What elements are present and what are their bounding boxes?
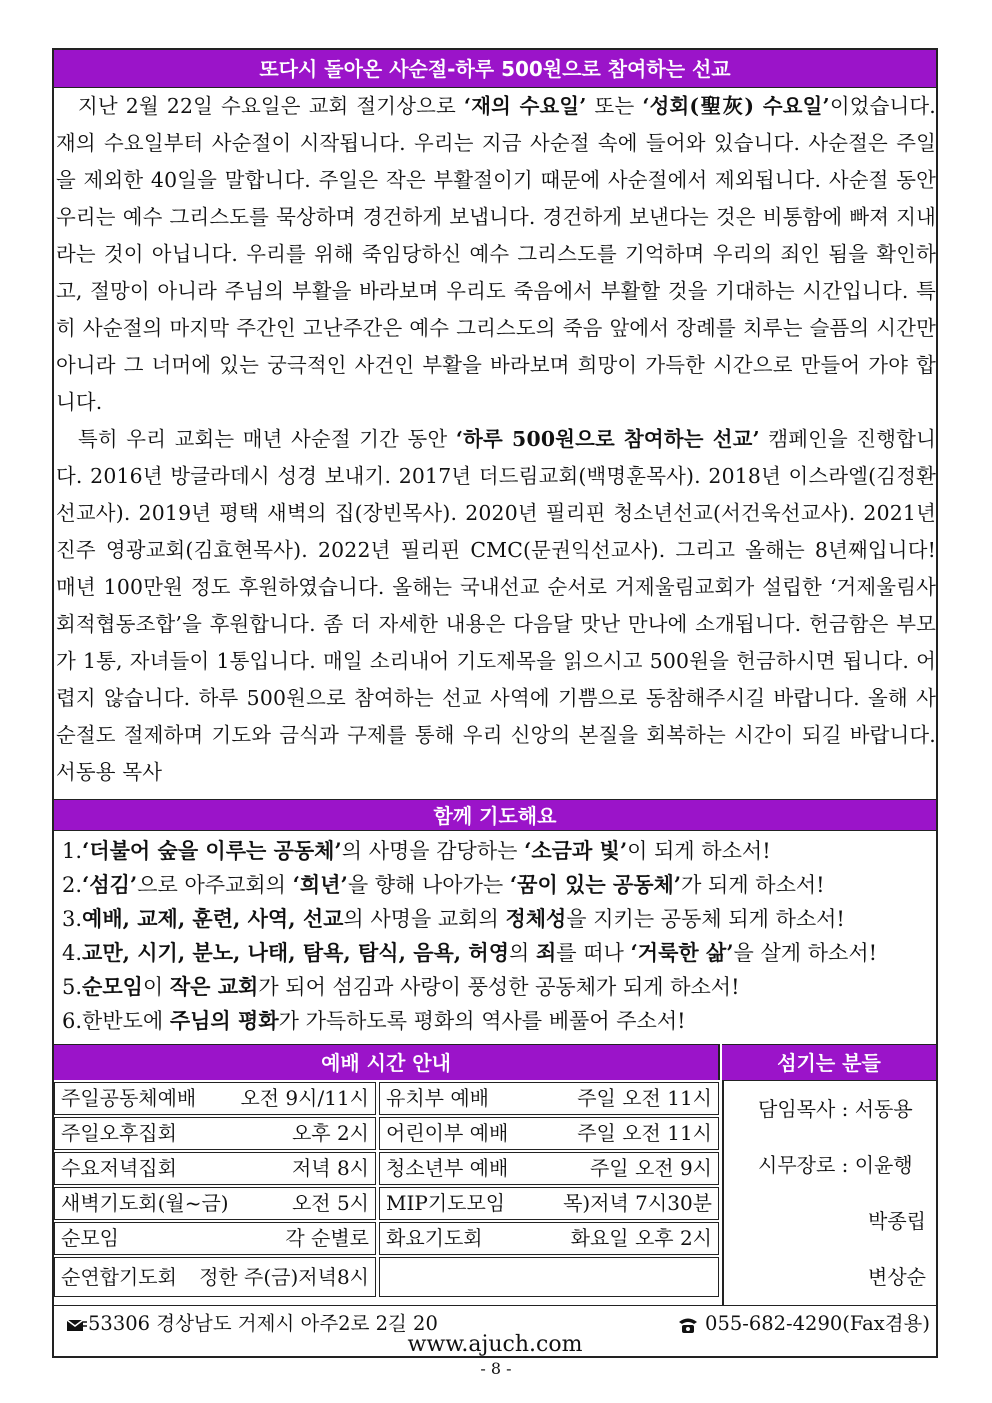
schedule-row: 순모임 각 순별로: [54, 1222, 376, 1255]
emphasis-text: 정체성: [505, 906, 567, 931]
schedule-row: 주일공동체예배 오전 9시/11시: [54, 1082, 376, 1115]
prayer-item: 5.순모임이 작은 교회가 되어 섬김과 사랑이 풍성한 공동체가 되게 하소서!: [62, 974, 740, 999]
prayer-item: 6.한반도에 주님의 평화가 가득하도록 평화의 역사를 베풀어 주소서!: [62, 1008, 686, 1033]
emphasis-text: 교만, 시기, 분노, 나태, 탐욕, 탐식, 음욕, 허영: [82, 940, 509, 965]
prayer-item: 1.‘더불어 숲을 이루는 공동체’의 사명을 감당하는 ‘소금과 빛’이 되게 하소서!: [62, 838, 771, 863]
emphasis-text: 작은 교회: [169, 974, 259, 999]
emphasis-text: ‘섬김’: [82, 872, 138, 897]
article-title: 또다시 돌아온 사순절-하루 500원으로 참여하는 선교: [54, 50, 936, 88]
emphasis-text: 예배, 교제, 훈련, 사역, 선교: [82, 906, 344, 931]
church-phone: 055-682-4290(Fax겸용): [677, 1308, 930, 1336]
footer: [54, 1305, 936, 1357]
telephone-icon: [677, 1316, 699, 1334]
prayer-item: 4.교만, 시기, 분노, 나태, 탐욕, 탐식, 음욕, 허영의 죄를 떠나 ‘거룩한 삶’을 살게 하소서!: [62, 940, 878, 965]
church-address: 53306 경상남도 거제시 아주2로 2길 20: [66, 1308, 438, 1336]
servers-list: [722, 1080, 936, 1305]
emphasis-text: ‘희년’: [292, 872, 348, 897]
server-elder: 박종립: [868, 1209, 926, 1233]
emphasis-text: ‘꿈이 있는 공동체’: [509, 872, 682, 897]
schedule-row: 어린이부 예배 주일 오전 11시: [379, 1117, 719, 1150]
emphasis-text: 순모임: [82, 974, 143, 999]
schedule-row: 주일오후집회 오후 2시: [54, 1117, 376, 1150]
emphasis-text: 죄: [535, 940, 557, 965]
server-elder: 변상순: [868, 1265, 926, 1289]
schedule-row: 유치부 예배 주일 오전 11시: [379, 1082, 719, 1115]
emphasis-text: ‘성회(聖灰) 수요일’: [642, 94, 830, 118]
schedule-row: 수요저녁집회 저녁 8시: [54, 1152, 376, 1185]
schedule-empty-cell: [379, 1257, 719, 1297]
prayer-item: 3.예배, 교제, 훈련, 사역, 선교의 사명을 교회의 정체성을 지키는 공동체 되게 하소서!: [62, 906, 845, 931]
emphasis-text: 주님의 평화: [169, 1008, 279, 1033]
page-number: - 8 -: [480, 1359, 512, 1378]
emphasis-text: ‘하루 500원으로 참여하는 선교’: [455, 427, 760, 451]
schedule-row: 청소년부 예배 주일 오전 9시: [379, 1152, 719, 1185]
article-paragraph-1: 지난 2월 22일 수요일은 교회 절기상으로 ‘재의 수요일’ 또는 ‘성회(聖灰) 수요일’이었습니다. 재의 수요일부터 사순절이 시작됩니다. 우리는 지금 사순절 속에 들어와 있습니다. 사순절은 주일을 제외한 40일을 말합니다. 주일은 작은 부활절이기 때문에 사순절에서 제외됩니다. 사순절 동안 우리는 예수 그리스도를 묵상하며 경건하게 보냅니다. 경건하게 보낸다는 것은 비통함에 빠져 지내라는 것이 아닙니다. 우리를 위해 죽임당하신 예수 그리스도를 기억하며 우리의 죄인 됨을 확인하고, 절망이 아니라 주님의 부활을 바라보며 우리도 죽음에서 부활할 것을 기대하는 시간입니다. 특히 사순절의 마지막 주간인 고난주간은 예수 그리스도의 죽음 앞에서 장례를 치루는 슬픔의 시간만 아니라 그 너머에 있는 궁극적인 사건인 부활을 바라보며 희망이 가득한 시간으로 만들어 가야 합니다.: [56, 94, 936, 414]
schedule-title: 예배 시간 안내: [54, 1044, 720, 1080]
schedule-row: 새벽기도회(월~금) 오전 5시: [54, 1187, 376, 1220]
emphasis-text: ‘거룩한 삶’: [630, 940, 734, 965]
bulletin-page: [52, 48, 957, 1358]
servers-title: 섬기는 분들: [722, 1044, 936, 1080]
emphasis-text: ‘더불어 숲을 이루는 공동체’: [82, 838, 342, 863]
church-website[interactable]: www.ajuch.com: [407, 1332, 583, 1357]
emphasis-text: ‘소금과 빛’: [524, 838, 628, 863]
server-pastor: 담임목사 : 서동용: [758, 1097, 913, 1121]
emphasis-text: ‘재의 수요일’: [463, 94, 587, 118]
prayer-list: [62, 834, 932, 1038]
envelope-icon: [66, 1318, 88, 1332]
server-elder: 시무장로 : 이윤행: [758, 1153, 913, 1177]
schedule-row: 순연합기도회 정한 주(금)저녁8시: [54, 1257, 376, 1297]
article-body: [56, 88, 957, 791]
article-paragraph-2: 특히 우리 교회는 매년 사순절 기간 동안 ‘하루 500원으로 참여하는 선교’ 캠페인을 진행합니다. 2016년 방글라데시 성경 보내기. 2017년 더드림교회(백명훈목사). 2018년 이스라엘(김정환선교사). 2019년 평택 새벽의 집(장빈목사). 2020년 필리핀 청소년선교(서건욱선교사). 2021년 진주 영광교회(김효현목사). 2022년 필리핀 CMC(문권익선교사). 그리고 올해는 8년째입니다! 매년 100만원 정도 후원하였습니다. 올해는 국내선교 순서로 거제울림교회가 설립한 ‘거제울림사회적협동조합’을 후원합니다. 좀 더 자세한 내용은 다음달 맛난 만나에 소개됩니다. 헌금함은 부모가 1통, 자녀들이 1통입니다. 매일 소리내어 기도제목을 읽으시고 500원을 헌금하시면 됩니다. 어렵지 않습니다. 하루 500원으로 참여하는 선교 사역에 기쁨으로 동참해주시길 바랍니다. 올해 사순절도 절제하며 기도와 금식과 구제를 통해 우리 신앙의 본질을 회복하는 시간이 되길 바랍니다. 서동용 목사: [56, 427, 957, 784]
prayer-title: 함께 기도해요: [54, 799, 936, 831]
schedule-row: 화요기도회 화요일 오후 2시: [379, 1222, 719, 1255]
schedule-table: [54, 1080, 722, 1305]
schedule-row: MIP기도모임 목)저녁 7시30분: [379, 1187, 719, 1220]
prayer-item: 2.‘섬김’으로 아주교회의 ‘희년’을 향해 나아가는 ‘꿈이 있는 공동체’가 되게 하소서!: [62, 872, 825, 897]
